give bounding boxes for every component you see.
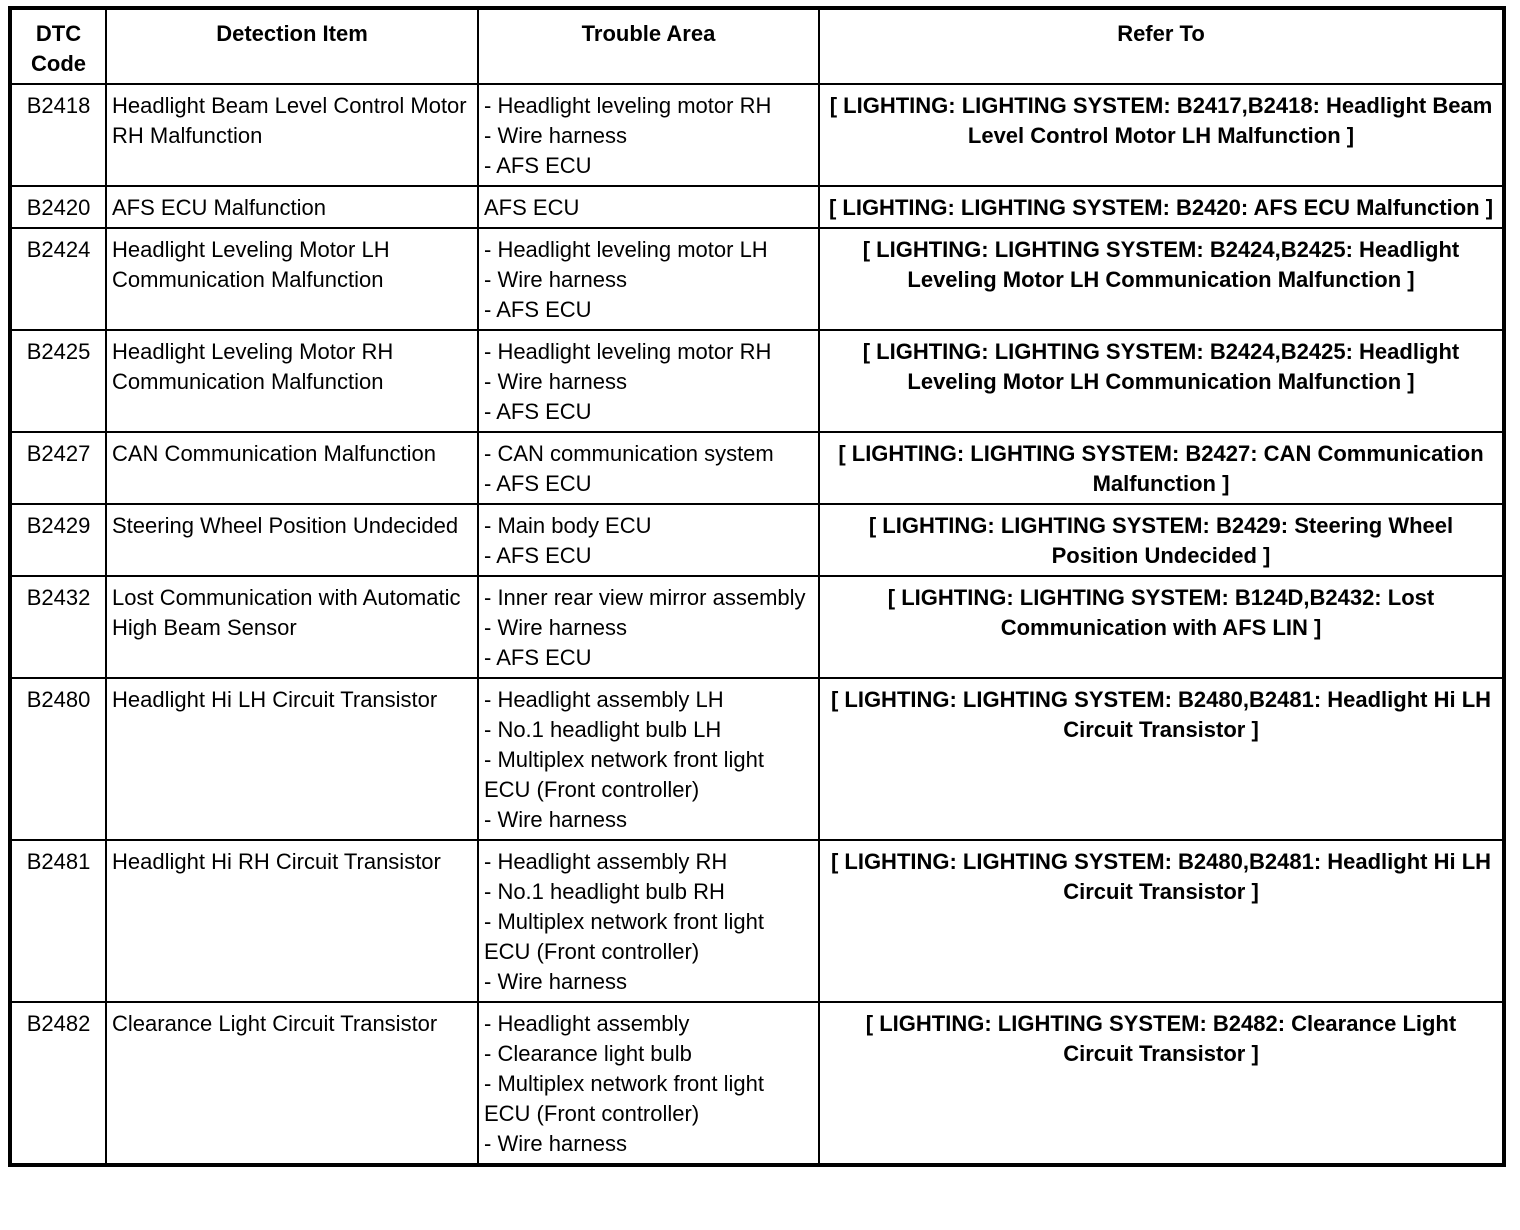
table-row — [10, 186, 1504, 228]
trouble-area-line: - Multiplex network front light ECU (Front controller) — [484, 1071, 764, 1126]
header-detection-item: Detection Item — [106, 8, 478, 84]
header-dtc-code-line2: Code — [31, 51, 86, 76]
trouble-area-line: - AFS ECU — [484, 399, 592, 424]
header-dtc-code-line1: DTC — [35, 21, 82, 46]
refer-to-link[interactable]: [ LIGHTING: LIGHTING SYSTEM: B124D,B2432: Lost Communication with AFS LIN ] — [819, 576, 1504, 678]
refer-to-link[interactable]: [ LIGHTING: LIGHTING SYSTEM: B2482: Clearance Light Circuit Transistor ] — [819, 1002, 1504, 1165]
table-row — [10, 432, 1504, 504]
refer-to-link[interactable]: [ LIGHTING: LIGHTING SYSTEM: B2424,B2425: Headlight Leveling Motor LH Communication Malfunction ] — [819, 330, 1504, 432]
trouble-area-line: - AFS ECU — [484, 471, 592, 496]
trouble-area-line: - Wire harness — [484, 615, 628, 640]
trouble-area-cell — [478, 840, 819, 1002]
dtc-table — [8, 6, 1506, 1167]
detection-item-cell: Headlight Leveling Motor RH Communication Malfunction — [106, 330, 478, 432]
trouble-area-cell — [478, 678, 819, 840]
trouble-area-line: - Inner rear view mirror assembly — [484, 585, 806, 610]
trouble-area-cell — [478, 228, 819, 330]
refer-to-link[interactable]: [ LIGHTING: LIGHTING SYSTEM: B2427: CAN Communication Malfunction ] — [819, 432, 1504, 504]
table-row — [10, 576, 1504, 678]
table-row — [10, 678, 1504, 840]
trouble-area-line: - AFS ECU — [484, 297, 592, 322]
trouble-area-line: - Wire harness — [484, 969, 628, 994]
dtc-code-cell: B2418 — [10, 84, 106, 186]
header-dtc-code — [10, 8, 106, 84]
refer-to-link[interactable]: [ LIGHTING: LIGHTING SYSTEM: B2420: AFS ECU Malfunction ] — [819, 186, 1504, 228]
dtc-code-cell: B2480 — [10, 678, 106, 840]
trouble-area-cell — [478, 432, 819, 504]
detection-item-cell: Headlight Leveling Motor LH Communication Malfunction — [106, 228, 478, 330]
trouble-area-line: - AFS ECU — [484, 645, 592, 670]
trouble-area-line: - No.1 headlight bulb LH — [484, 717, 722, 742]
trouble-area-line: - Wire harness — [484, 1131, 628, 1156]
detection-item-cell: Steering Wheel Position Undecided — [106, 504, 478, 576]
refer-to-link[interactable]: [ LIGHTING: LIGHTING SYSTEM: B2429: Steering Wheel Position Undecided ] — [819, 504, 1504, 576]
refer-to-link[interactable]: [ LIGHTING: LIGHTING SYSTEM: B2424,B2425: Headlight Leveling Motor LH Communication Malfunction ] — [819, 228, 1504, 330]
trouble-area-line: - Clearance light bulb — [484, 1041, 692, 1066]
dtc-code-cell: B2482 — [10, 1002, 106, 1165]
refer-to-link[interactable]: [ LIGHTING: LIGHTING SYSTEM: B2480,B2481: Headlight Hi LH Circuit Transistor ] — [819, 678, 1504, 840]
trouble-area-line: - CAN communication system — [484, 441, 774, 466]
trouble-area-line: - Headlight leveling motor RH — [484, 93, 772, 118]
trouble-area-line: - Headlight leveling motor LH — [484, 237, 768, 262]
table-row — [10, 840, 1504, 1002]
table-row — [10, 84, 1504, 186]
table-row — [10, 228, 1504, 330]
header-trouble-area: Trouble Area — [478, 8, 819, 84]
trouble-area-line: - Wire harness — [484, 807, 628, 832]
trouble-area-line: - Wire harness — [484, 267, 628, 292]
trouble-area-cell — [478, 330, 819, 432]
detection-item-cell: CAN Communication Malfunction — [106, 432, 478, 504]
trouble-area-line: - Multiplex network front light ECU (Front controller) — [484, 909, 764, 964]
dtc-code-cell: B2424 — [10, 228, 106, 330]
detection-item-cell: Headlight Hi LH Circuit Transistor — [106, 678, 478, 840]
detection-item-cell: Clearance Light Circuit Transistor — [106, 1002, 478, 1165]
trouble-area-line: - Wire harness — [484, 369, 628, 394]
trouble-area-line: - Headlight assembly — [484, 1011, 690, 1036]
trouble-area-cell — [478, 504, 819, 576]
table-header-row — [10, 8, 1504, 84]
dtc-code-cell: B2420 — [10, 186, 106, 228]
detection-item-cell: Headlight Hi RH Circuit Transistor — [106, 840, 478, 1002]
trouble-area-line: - Main body ECU — [484, 513, 652, 538]
dtc-code-cell: B2427 — [10, 432, 106, 504]
dtc-code-cell: B2432 — [10, 576, 106, 678]
table-row — [10, 504, 1504, 576]
table-row — [10, 330, 1504, 432]
detection-item-cell: Headlight Beam Level Control Motor RH Malfunction — [106, 84, 478, 186]
dtc-code-cell: B2481 — [10, 840, 106, 1002]
header-refer-to: Refer To — [819, 8, 1504, 84]
trouble-area-line: AFS ECU — [484, 195, 580, 220]
dtc-code-cell: B2429 — [10, 504, 106, 576]
dtc-code-cell: B2425 — [10, 330, 106, 432]
trouble-area-line: - No.1 headlight bulb RH — [484, 879, 725, 904]
refer-to-link[interactable]: [ LIGHTING: LIGHTING SYSTEM: B2417,B2418: Headlight Beam Level Control Motor LH Malfunction ] — [819, 84, 1504, 186]
trouble-area-cell — [478, 84, 819, 186]
trouble-area-cell — [478, 1002, 819, 1165]
trouble-area-line: - Headlight leveling motor RH — [484, 339, 772, 364]
trouble-area-line: - Headlight assembly RH — [484, 849, 728, 874]
detection-item-cell: Lost Communication with Automatic High Beam Sensor — [106, 576, 478, 678]
table-row — [10, 1002, 1504, 1165]
trouble-area-line: - Wire harness — [484, 123, 628, 148]
trouble-area-cell — [478, 186, 819, 228]
trouble-area-line: - AFS ECU — [484, 153, 592, 178]
trouble-area-line: - Multiplex network front light ECU (Front controller) — [484, 747, 764, 802]
trouble-area-line: - Headlight assembly LH — [484, 687, 724, 712]
detection-item-cell: AFS ECU Malfunction — [106, 186, 478, 228]
trouble-area-cell — [478, 576, 819, 678]
refer-to-link[interactable]: [ LIGHTING: LIGHTING SYSTEM: B2480,B2481: Headlight Hi LH Circuit Transistor ] — [819, 840, 1504, 1002]
trouble-area-line: - AFS ECU — [484, 543, 592, 568]
